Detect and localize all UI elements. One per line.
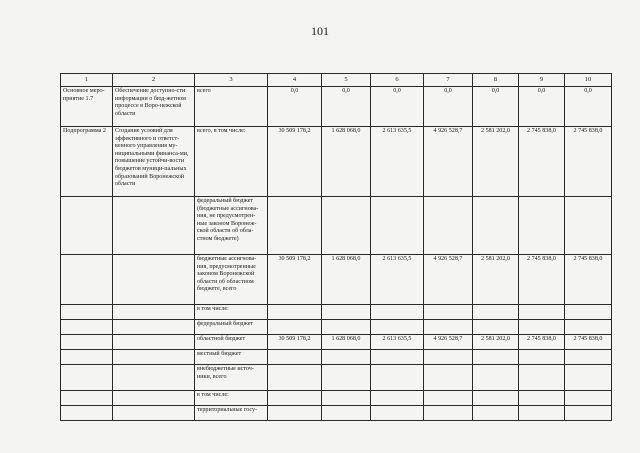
table-row: [61, 391, 612, 406]
value-cell: 2 613 635,5: [371, 255, 424, 305]
value-cell: 0,0: [565, 87, 612, 127]
value-cell: 2 745 838,0: [565, 335, 612, 350]
value-cell: [519, 406, 565, 421]
value-cell: 2 745 838,0: [565, 255, 612, 305]
column-header: 5: [322, 74, 371, 87]
row-category-cell: [61, 391, 113, 406]
row-source-cell: федеральный бюджет (бюджетные ассигнова-ния, не предусмотрен-ные законом Воронеж-ской области об обла-стном бюджете): [195, 197, 268, 255]
row-category-cell: [61, 406, 113, 421]
table-row: [61, 320, 612, 335]
table-row: [61, 127, 612, 197]
column-header: 1: [61, 74, 113, 87]
table-row: [61, 365, 612, 391]
row-description-cell: [113, 391, 195, 406]
row-source-cell: всего: [195, 87, 268, 127]
value-cell: [322, 391, 371, 406]
value-cell: [371, 365, 424, 391]
row-source-cell: внебюджетные источ-ники, всего: [195, 365, 268, 391]
value-cell: 0,0: [322, 87, 371, 127]
value-cell: [519, 391, 565, 406]
value-cell: [424, 350, 473, 365]
row-category-cell: [61, 305, 113, 320]
row-source-cell: местный бюджет: [195, 350, 268, 365]
value-cell: [322, 365, 371, 391]
value-cell: [268, 365, 322, 391]
value-cell: [424, 406, 473, 421]
value-cell: [424, 391, 473, 406]
row-description-cell: [113, 197, 195, 255]
row-category-cell: [61, 365, 113, 391]
column-header: 6: [371, 74, 424, 87]
row-source-cell: бюджетные ассигнова-ния, предусмотренные законом Воронежской области об областном бюджете, всего: [195, 255, 268, 305]
row-category-cell: [61, 350, 113, 365]
column-header: 3: [195, 74, 268, 87]
value-cell: [424, 320, 473, 335]
row-source-cell: в том числе:: [195, 305, 268, 320]
row-description-cell: [113, 350, 195, 365]
value-cell: [473, 391, 519, 406]
value-cell: [424, 365, 473, 391]
table-row: [61, 335, 612, 350]
value-cell: 2 581 202,0: [473, 255, 519, 305]
value-cell: [473, 305, 519, 320]
value-cell: [565, 365, 612, 391]
value-cell: 4 926 528,7: [424, 335, 473, 350]
value-cell: [424, 197, 473, 255]
value-cell: 4 926 528,7: [424, 255, 473, 305]
value-cell: [565, 406, 612, 421]
value-cell: [565, 320, 612, 335]
value-cell: 2 745 838,0: [519, 335, 565, 350]
value-cell: [473, 406, 519, 421]
value-cell: [322, 320, 371, 335]
row-category-cell: Основное меро-приятие 1.7: [61, 87, 113, 127]
value-cell: [473, 320, 519, 335]
row-description-cell: [113, 406, 195, 421]
value-cell: 30 509 178,2: [268, 127, 322, 197]
row-description-cell: Обеспечение доступно-сти информации о бюд-жетном процессе в Воро-нежской области: [113, 87, 195, 127]
value-cell: [565, 391, 612, 406]
column-header: 8: [473, 74, 519, 87]
table-row: [61, 305, 612, 320]
row-category-cell: [61, 320, 113, 335]
row-description-cell: [113, 335, 195, 350]
value-cell: [268, 197, 322, 255]
value-cell: 2 745 838,0: [565, 127, 612, 197]
table-row: [61, 350, 612, 365]
value-cell: 30 509 178,2: [268, 255, 322, 305]
value-cell: [371, 391, 424, 406]
value-cell: [519, 365, 565, 391]
value-cell: [565, 305, 612, 320]
column-header: 9: [519, 74, 565, 87]
value-cell: [473, 350, 519, 365]
value-cell: 1 628 068,0: [322, 335, 371, 350]
table-row: [61, 197, 612, 255]
value-cell: [268, 350, 322, 365]
value-cell: [371, 406, 424, 421]
value-cell: [565, 350, 612, 365]
budget-table: [60, 73, 612, 421]
value-cell: [371, 320, 424, 335]
value-cell: 1 628 068,0: [322, 255, 371, 305]
table-row: [61, 406, 612, 421]
value-cell: 4 926 528,7: [424, 127, 473, 197]
value-cell: 2 613 635,5: [371, 335, 424, 350]
value-cell: 2 613 635,5: [371, 127, 424, 197]
column-header: 10: [565, 74, 612, 87]
value-cell: [519, 350, 565, 365]
value-cell: [473, 365, 519, 391]
value-cell: [371, 350, 424, 365]
value-cell: [473, 197, 519, 255]
row-source-cell: в том числе:: [195, 391, 268, 406]
value-cell: [268, 406, 322, 421]
value-cell: [322, 305, 371, 320]
value-cell: [565, 197, 612, 255]
row-category-cell: [61, 197, 113, 255]
value-cell: [519, 197, 565, 255]
row-description-cell: [113, 365, 195, 391]
value-cell: [322, 197, 371, 255]
row-description-cell: [113, 305, 195, 320]
row-description-cell: [113, 255, 195, 305]
column-header: 7: [424, 74, 473, 87]
value-cell: 2 745 838,0: [519, 255, 565, 305]
row-description-cell: Создание условий для эффективного и ответст-венного управления му-ниципальными финанса-ми, повышение устойчи-вости бюджетов муници-пальных образований Воронежской области: [113, 127, 195, 197]
table-row: [61, 255, 612, 305]
value-cell: 30 509 178,2: [268, 335, 322, 350]
value-cell: 2 581 202,0: [473, 127, 519, 197]
value-cell: 2 745 838,0: [519, 127, 565, 197]
value-cell: 0,0: [268, 87, 322, 127]
value-cell: [519, 305, 565, 320]
value-cell: [322, 350, 371, 365]
page-number: 101: [311, 24, 329, 38]
value-cell: [268, 391, 322, 406]
value-cell: [519, 320, 565, 335]
row-category-cell: [61, 255, 113, 305]
table-row: [61, 87, 612, 127]
value-cell: [268, 305, 322, 320]
row-source-cell: территориальные госу-: [195, 406, 268, 421]
value-cell: 0,0: [519, 87, 565, 127]
row-source-cell: областной бюджет: [195, 335, 268, 350]
value-cell: 1 628 068,0: [322, 127, 371, 197]
value-cell: [268, 320, 322, 335]
value-cell: 0,0: [424, 87, 473, 127]
row-category-cell: Подпрограмма 2: [61, 127, 113, 197]
column-header: 2: [113, 74, 195, 87]
value-cell: [424, 305, 473, 320]
value-cell: 0,0: [371, 87, 424, 127]
row-description-cell: [113, 320, 195, 335]
value-cell: [371, 197, 424, 255]
value-cell: [371, 305, 424, 320]
row-category-cell: [61, 335, 113, 350]
column-header: 4: [268, 74, 322, 87]
row-source-cell: всего, в том числе:: [195, 127, 268, 197]
value-cell: [322, 406, 371, 421]
header-row: [61, 74, 612, 87]
row-source-cell: федеральный бюджет: [195, 320, 268, 335]
value-cell: 2 581 202,0: [473, 335, 519, 350]
value-cell: 0,0: [473, 87, 519, 127]
